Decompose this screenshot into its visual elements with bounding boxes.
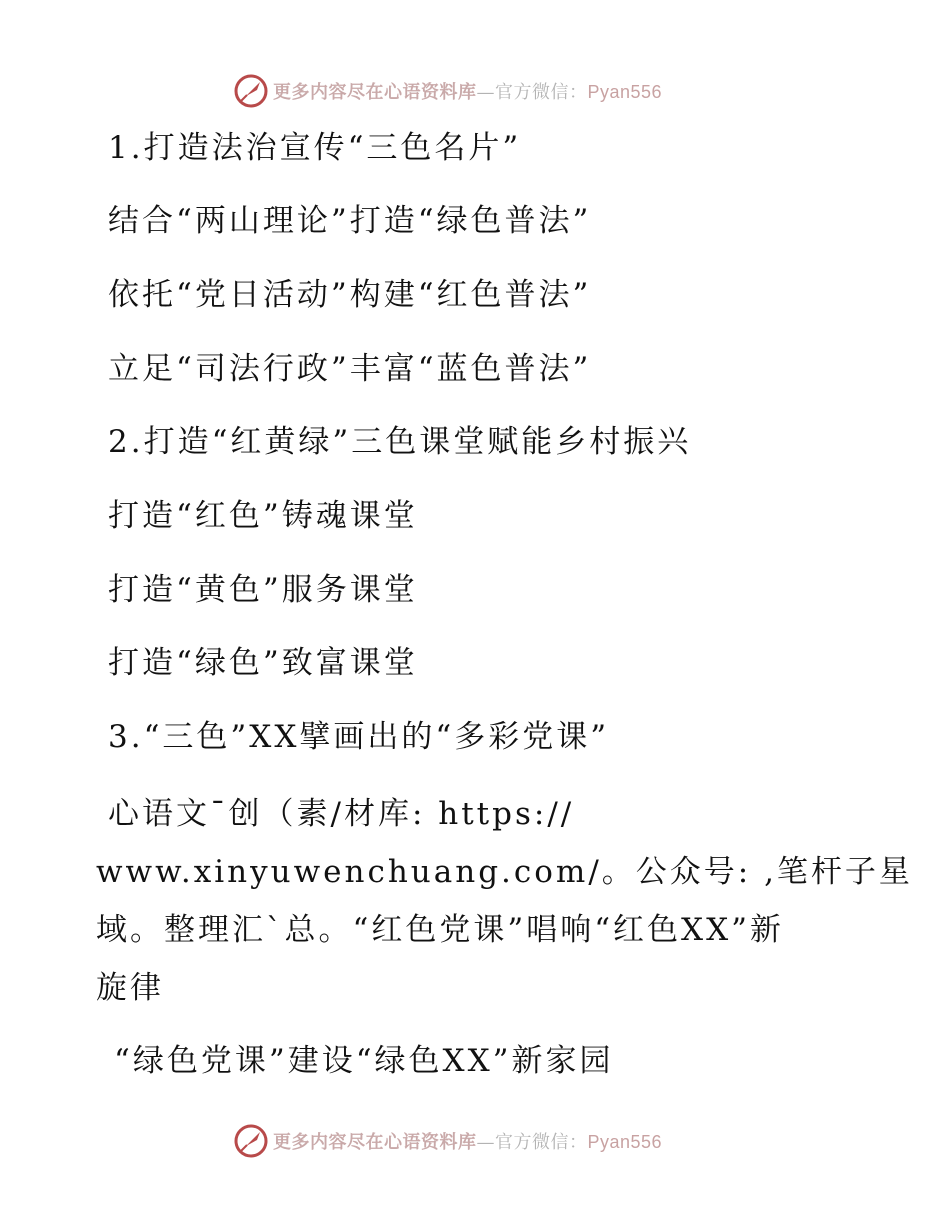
watermark-site: 更多内容尽在心语资料库 (273, 1132, 477, 1153)
text-line-last: “绿色党课”建设“绿色XX”新家园 (114, 1043, 614, 1079)
watermark-text (273, 1128, 662, 1154)
text-line: 打造“黄色”服务课堂 (108, 572, 418, 608)
header-watermark (233, 71, 713, 111)
watermark-wechat: Pyan556 (587, 1132, 663, 1152)
heading-3: 3.“三色”XX擘画出的“多彩党课” (108, 719, 610, 755)
heading-1: 1.打造法治宣传“三色名片” (108, 130, 522, 166)
text-line: 打造“红色”铸魂课堂 (108, 498, 418, 534)
quill-logo-icon (233, 73, 269, 109)
body-paragraph (96, 785, 913, 1017)
paragraph-line: 旋律 (96, 970, 164, 1006)
text-line: 立足“司法行政”丰富“蓝色普法” (108, 351, 592, 387)
heading-2: 2.打造“红黄绿”三色课堂赋能乡村振兴 (108, 424, 692, 460)
watermark-official: 官方微信： (495, 1132, 588, 1153)
watermark-dash: — (476, 1132, 495, 1153)
text-line: 依托“党日活动”构建“红色普法” (108, 277, 592, 313)
text-line: 打造“绿色”致富课堂 (108, 645, 418, 681)
watermark-text (273, 78, 662, 104)
paragraph-line: 域。整理汇`总。“红色党课”唱响“红色XX”新 (96, 912, 785, 948)
quill-logo-icon (233, 1123, 269, 1159)
watermark-dash: — (476, 82, 495, 103)
watermark-official: 官方微信： (495, 82, 588, 103)
watermark-wechat: Pyan556 (587, 82, 663, 102)
text-line: 结合“两山理论”打造“绿色普法” (108, 203, 592, 239)
paragraph-line: 心语文¯创（素/材库: https:// (108, 796, 575, 832)
paragraph-line: www.xinyuwenchuang.com/。公众号: ,笔杆子星 (96, 854, 913, 890)
watermark-site: 更多内容尽在心语资料库 (273, 82, 477, 103)
footer-watermark (233, 1121, 713, 1161)
